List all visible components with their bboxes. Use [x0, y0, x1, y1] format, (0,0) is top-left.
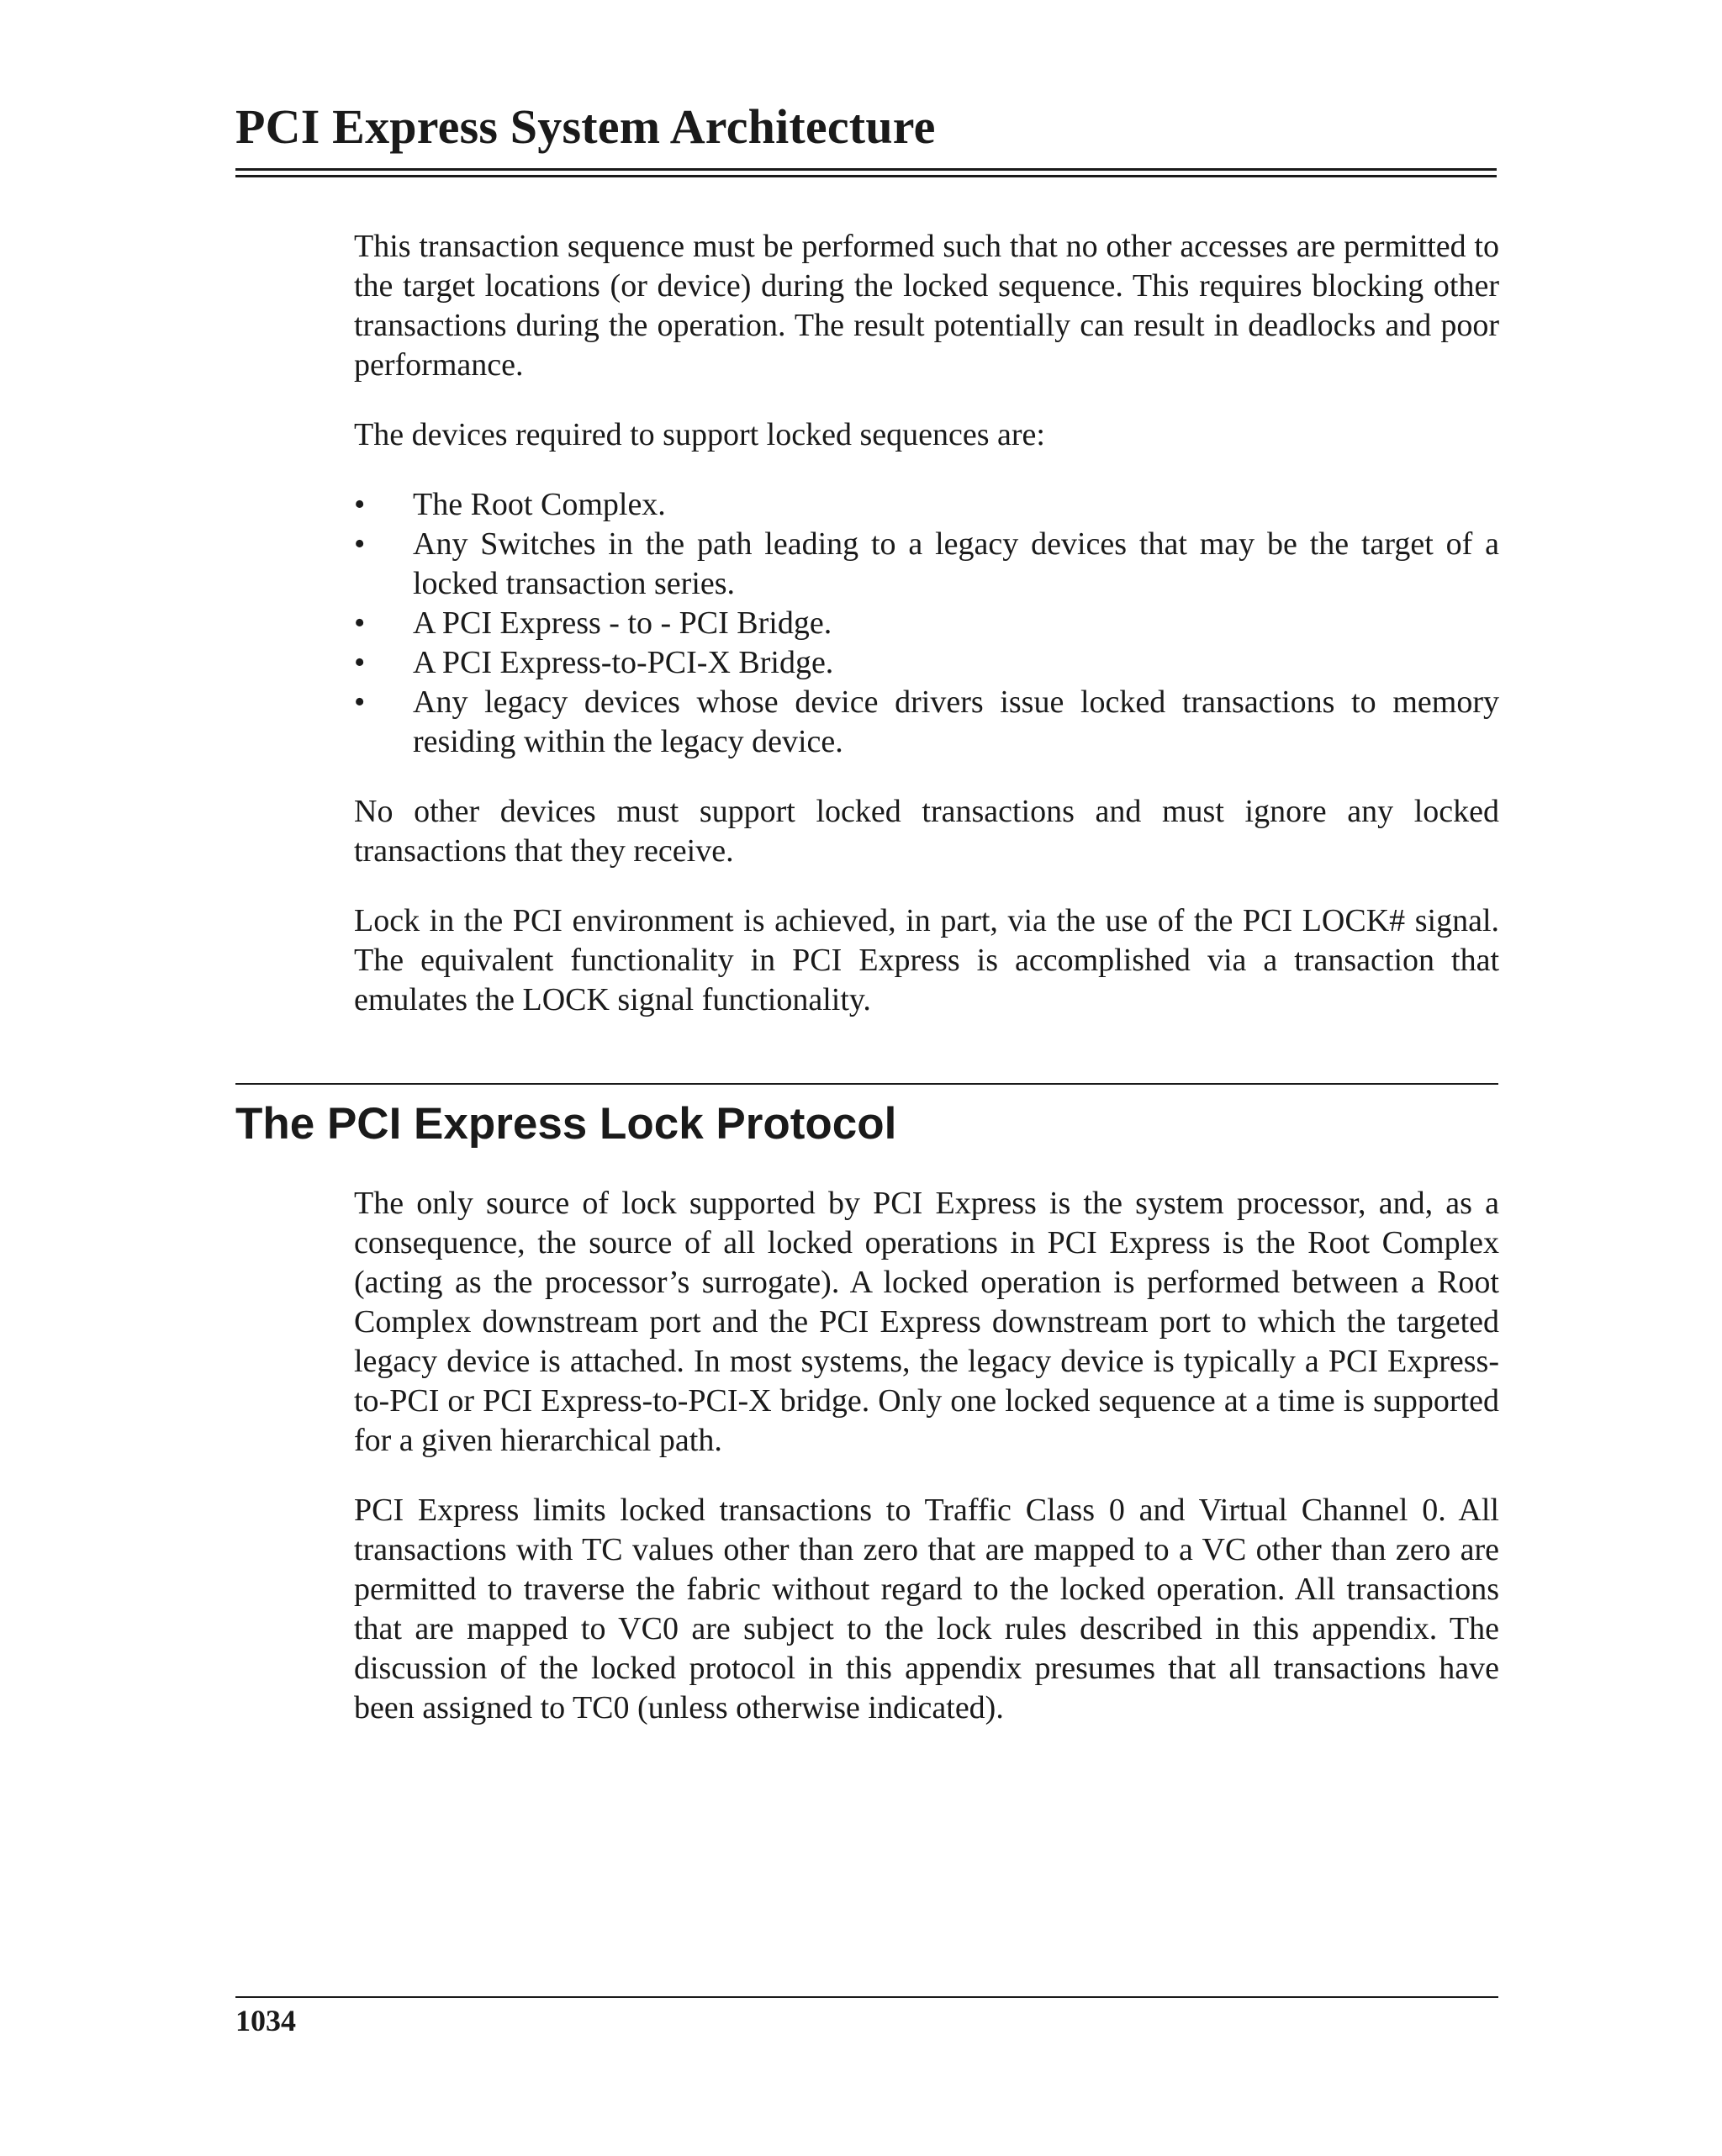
section-rule	[235, 1083, 1498, 1085]
section-paragraph-1: The only source of lock supported by PCI Express is the system processor, and, as a consequence, the source of all locked operations in PCI Express is the Root Complex (acting as the processor’s surrogate). A locked operation is performed between a Root Complex downstream port and the PCI Express downstream port to which the targeted legacy device is attached. In most systems, the legacy device is typically a PCI Express-to-PCI or PCI Express-to-PCI-X bridge. Only one locked sequence at a time is supported for a given hierarchical path.	[354, 1186, 1499, 1458]
list-item	[354, 485, 1499, 525]
header-rule-top	[235, 168, 1497, 171]
intro-paragraph-4: Lock in the PCI environment is achieved, in part, via the use of the PCI LOCK# signal. The equivalent functionality in PCI Express is accomplished via a transaction that emulates the LOCK signal functionality.	[354, 903, 1499, 1017]
page-number: 1034	[235, 2004, 296, 2037]
bullet-icon: •	[354, 487, 366, 522]
list-item-text: A PCI Express - to - PCI Bridge.	[413, 605, 832, 641]
section-body	[354, 1184, 1499, 1728]
list-item	[354, 643, 1499, 683]
list-item-text: Any Switches in the path leading to a legacy devices that may be the target of a locked transaction series.	[413, 526, 1499, 601]
bullet-icon: •	[354, 526, 366, 562]
bullet-icon: •	[354, 645, 366, 680]
intro-block	[354, 227, 1499, 1020]
list-item	[354, 683, 1499, 762]
section-title: The PCI Express Lock Protocol	[235, 1099, 897, 1149]
list-item-text: A PCI Express-to-PCI-X Bridge.	[413, 645, 834, 680]
list-item-text: The Root Complex.	[413, 487, 666, 522]
list-item	[354, 525, 1499, 604]
list-item-text: Any legacy devices whose device drivers issue locked transactions to memory residing within the legacy device.	[413, 684, 1499, 759]
devices-bullet-list	[354, 485, 1499, 762]
footer-rule	[235, 1996, 1498, 1998]
header-rule-bottom	[235, 175, 1497, 177]
intro-paragraph-3: No other devices must support locked transactions and must ignore any locked transactions that they receive.	[354, 794, 1499, 869]
intro-paragraph-1: This transaction sequence must be performed such that no other accesses are permitted to the target locations (or device) during the locked sequence. This requires blocking other transactions during the operation. The result potentially can result in deadlocks and poor performance.	[354, 229, 1499, 383]
intro-paragraph-2: The devices required to support locked sequences are:	[354, 417, 1045, 452]
bullet-icon: •	[354, 684, 366, 720]
list-item	[354, 604, 1499, 643]
bullet-icon: •	[354, 605, 366, 641]
running-head: PCI Express System Architecture	[235, 99, 936, 154]
section-paragraph-2: PCI Express limits locked transactions to Traffic Class 0 and Virtual Channel 0. All transactions with TC values other than zero that are mapped to a VC other than zero are permitted to traverse the fabric without regard to the locked operation. All transactions that are mapped to VC0 are subject to the lock rules described in this appendix. The discussion of the locked protocol in this appendix presumes that all transactions have been assigned to TC0 (unless otherwise indicated).	[354, 1493, 1499, 1725]
